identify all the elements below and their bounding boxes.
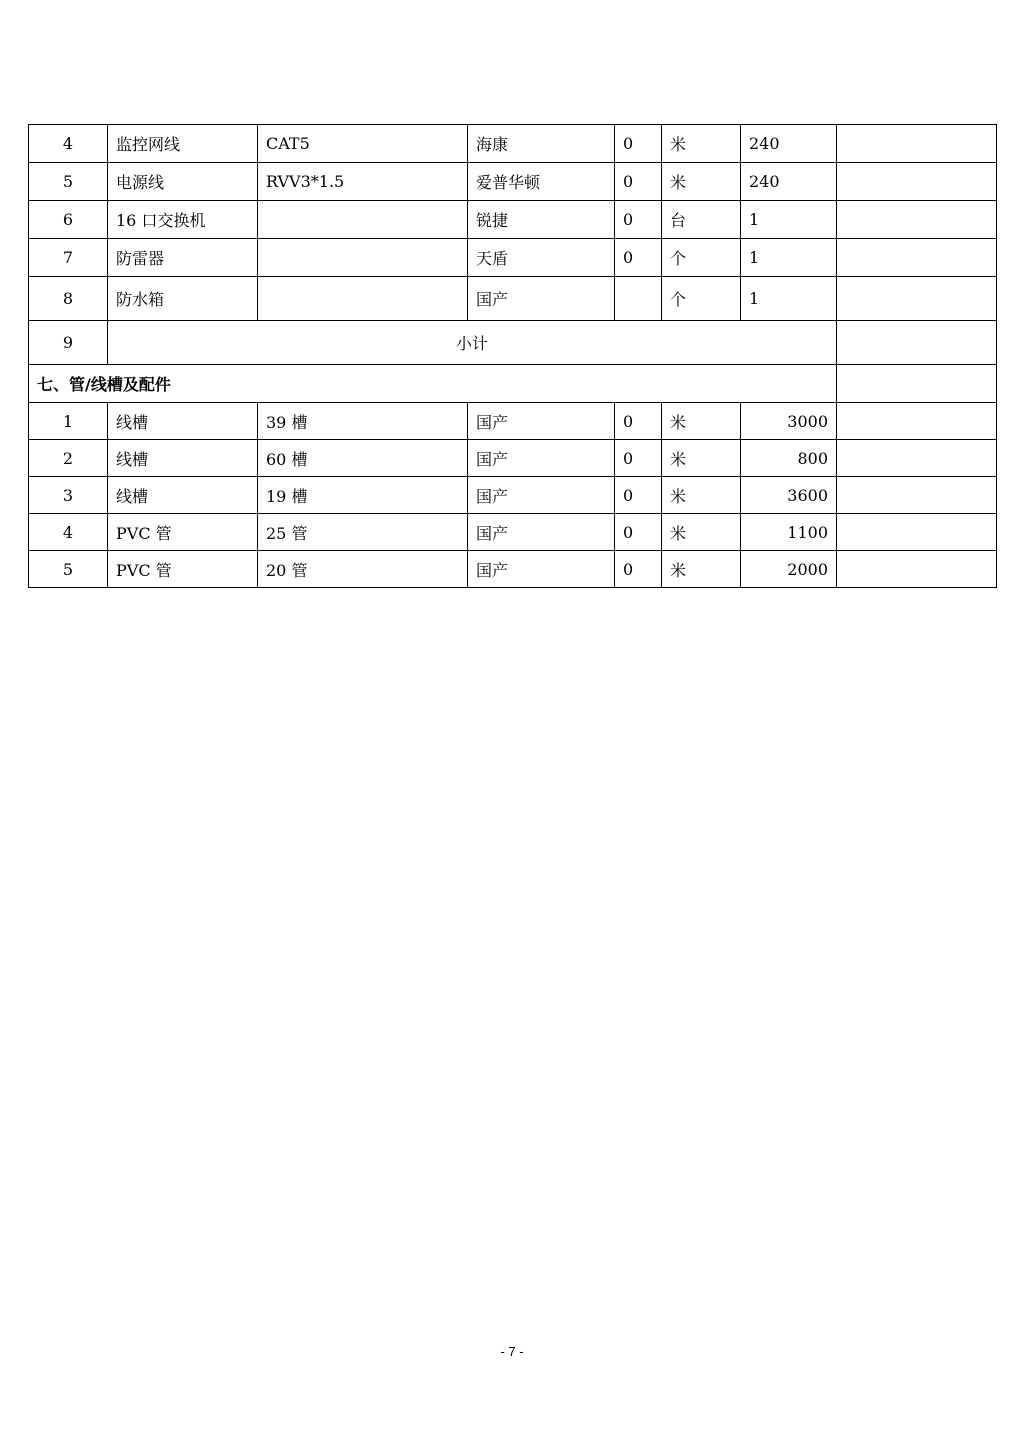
cell-name: 电源线 (108, 163, 258, 201)
cell-unit: 米 (662, 125, 741, 163)
cell-note (837, 440, 997, 477)
cell-price: 0 (615, 440, 662, 477)
cell-no: 9 (29, 321, 108, 365)
table-row (29, 201, 997, 239)
table-row (29, 440, 997, 477)
cell-note (837, 403, 997, 440)
table-row (29, 551, 997, 588)
cell-spec: RVV3*1.5 (258, 163, 468, 201)
cell-note (837, 201, 997, 239)
cell-name: 线槽 (108, 440, 258, 477)
cell-name: 监控网线 (108, 125, 258, 163)
cell-spec (258, 239, 468, 277)
cell-brand: 国产 (468, 440, 615, 477)
table-row (29, 163, 997, 201)
cell-price: 0 (615, 403, 662, 440)
cell-unit: 米 (662, 403, 741, 440)
cell-note (837, 551, 997, 588)
cell-no: 5 (29, 163, 108, 201)
cell-unit: 个 (662, 277, 741, 321)
cell-name: 线槽 (108, 477, 258, 514)
cell-brand: 锐捷 (468, 201, 615, 239)
cell-no: 4 (29, 514, 108, 551)
cell-spec: 25 管 (258, 514, 468, 551)
cell-qty: 1 (741, 201, 837, 239)
cell-unit: 米 (662, 163, 741, 201)
cell-spec: 39 槽 (258, 403, 468, 440)
cell-no: 5 (29, 551, 108, 588)
section-header-row (29, 365, 997, 403)
cell-brand: 国产 (468, 551, 615, 588)
cell-brand: 国产 (468, 403, 615, 440)
cell-name: 防雷器 (108, 239, 258, 277)
cell-spec (258, 277, 468, 321)
cell-unit: 米 (662, 440, 741, 477)
cell-brand: 国产 (468, 514, 615, 551)
cell-note (837, 321, 997, 365)
cell-brand: 天盾 (468, 239, 615, 277)
table-row (29, 277, 997, 321)
cell-qty: 1100 (741, 514, 837, 551)
table-row (29, 477, 997, 514)
table-row (29, 514, 997, 551)
cell-note (837, 163, 997, 201)
cell-unit: 个 (662, 239, 741, 277)
section-title: 七、管/线槽及配件 (29, 365, 837, 403)
cell-price: 0 (615, 551, 662, 588)
subtotal-label: 小计 (108, 321, 837, 365)
cell-spec (258, 201, 468, 239)
cell-brand: 国产 (468, 277, 615, 321)
equipment-table (28, 124, 997, 588)
cell-qty: 3000 (741, 403, 837, 440)
cell-name: 线槽 (108, 403, 258, 440)
cell-name: 16 口交换机 (108, 201, 258, 239)
cell-note (837, 125, 997, 163)
cell-spec: CAT5 (258, 125, 468, 163)
table-row (29, 403, 997, 440)
cell-note (837, 365, 997, 403)
cell-note (837, 477, 997, 514)
cell-qty: 1 (741, 239, 837, 277)
cell-unit: 米 (662, 477, 741, 514)
cell-qty: 240 (741, 125, 837, 163)
cell-name: 防水箱 (108, 277, 258, 321)
cell-price: 0 (615, 239, 662, 277)
cell-price: 0 (615, 201, 662, 239)
cell-note (837, 514, 997, 551)
cell-qty: 2000 (741, 551, 837, 588)
cell-price (615, 277, 662, 321)
cell-no: 1 (29, 403, 108, 440)
cell-no: 6 (29, 201, 108, 239)
cell-qty: 1 (741, 277, 837, 321)
cell-no: 3 (29, 477, 108, 514)
cell-name: PVC 管 (108, 551, 258, 588)
cell-unit: 米 (662, 514, 741, 551)
page-number: - 7 - (500, 1344, 524, 1359)
table-row (29, 239, 997, 277)
cell-no: 7 (29, 239, 108, 277)
cell-brand: 爱普华顿 (468, 163, 615, 201)
cell-name: PVC 管 (108, 514, 258, 551)
cell-qty: 240 (741, 163, 837, 201)
cell-brand: 国产 (468, 477, 615, 514)
cell-price: 0 (615, 477, 662, 514)
cell-price: 0 (615, 163, 662, 201)
cell-qty: 800 (741, 440, 837, 477)
table-row (29, 125, 997, 163)
cell-brand: 海康 (468, 125, 615, 163)
cell-price: 0 (615, 125, 662, 163)
cell-no: 4 (29, 125, 108, 163)
cell-no: 2 (29, 440, 108, 477)
cell-qty: 3600 (741, 477, 837, 514)
cell-unit: 台 (662, 201, 741, 239)
cell-spec: 60 槽 (258, 440, 468, 477)
cell-spec: 19 槽 (258, 477, 468, 514)
subtotal-row (29, 321, 997, 365)
cell-note (837, 277, 997, 321)
cell-no: 8 (29, 277, 108, 321)
cell-price: 0 (615, 514, 662, 551)
cell-note (837, 239, 997, 277)
cell-unit: 米 (662, 551, 741, 588)
cell-spec: 20 管 (258, 551, 468, 588)
